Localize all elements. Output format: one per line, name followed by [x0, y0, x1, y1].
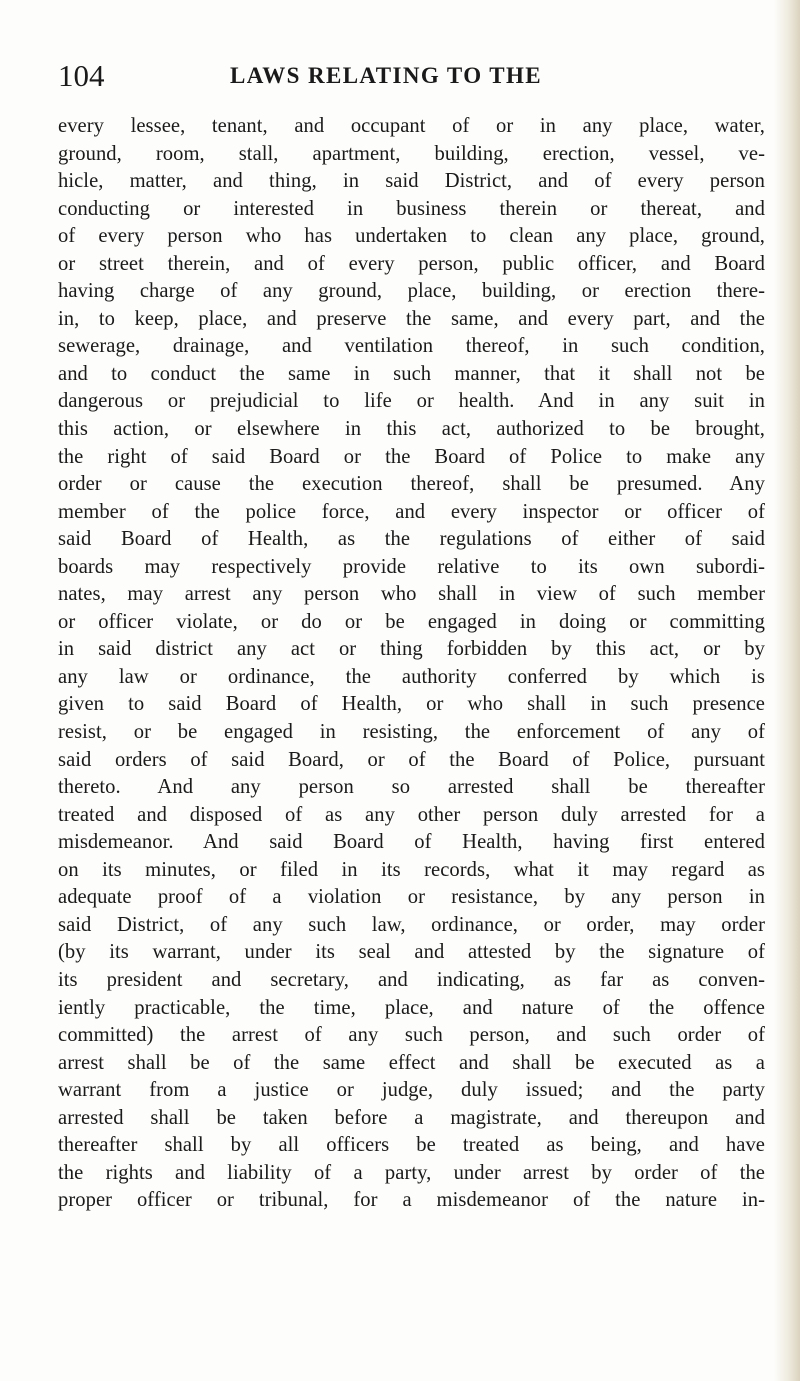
- text-line: committed) the arrest of any such person, and such order of: [58, 1024, 765, 1047]
- text-line: proper officer or tribunal, for a misdemeanor of the nature in-: [58, 1189, 765, 1212]
- text-line: on its minutes, or filed in its records, what it may regard as: [58, 858, 765, 881]
- text-line: ground, room, stall, apartment, building, erection, vessel, ve-: [58, 142, 765, 165]
- text-line: misdemeanor. And said Board of Health, having first entered: [58, 831, 765, 854]
- text-line: any law or ordinance, the authority conferred by which is: [58, 665, 765, 688]
- text-line: iently practicable, the time, place, and nature of the offence: [58, 996, 765, 1019]
- text-line: and to conduct the same in such manner, that it shall not be: [58, 362, 765, 385]
- text-line: in, to keep, place, and preserve the same, and every part, and the: [58, 307, 765, 330]
- text-line: sewerage, drainage, and ventilation thereof, in such condition,: [58, 335, 765, 358]
- text-line: given to said Board of Health, or who shall in such presence: [58, 693, 765, 716]
- text-line: hicle, matter, and thing, in said District, and of every person: [58, 170, 765, 193]
- text-line: thereafter shall by all officers be treated as being, and have: [58, 1134, 765, 1157]
- text-line: arrest shall be of the same effect and shall be executed as a: [58, 1051, 765, 1074]
- text-line: or officer violate, or do or be engaged in doing or committing: [58, 610, 765, 633]
- text-line: treated and disposed of as any other person duly arrested for a: [58, 803, 765, 826]
- text-line: said Board of Health, as the regulations of either of said: [58, 528, 765, 551]
- text-line: conducting or interested in business therein or thereat, and: [58, 197, 765, 220]
- text-line: arrested shall be taken before a magistrate, and thereupon and: [58, 1106, 765, 1129]
- text-line: resist, or be engaged in resisting, the enforcement of any of: [58, 721, 765, 744]
- body-text: [58, 113, 765, 1215]
- text-line: said District, of any such law, ordinance, or order, may order: [58, 913, 765, 936]
- text-line: this action, or elsewhere in this act, authorized to be brought,: [58, 418, 765, 441]
- text-line: (by its warrant, under its seal and attested by the signature of: [58, 941, 765, 964]
- text-line: every lessee, tenant, and occupant of or in any place, water,: [58, 115, 765, 137]
- text-line: its president and secretary, and indicating, as far as conven-: [58, 968, 765, 991]
- text-line: in said district any act or thing forbidden by this act, or by: [58, 638, 765, 661]
- text-line: nates, may arrest any person who shall in view of such member: [58, 583, 765, 606]
- page-header: [58, 56, 758, 96]
- page-number: 104: [58, 58, 105, 93]
- text-line: order or cause the execution thereof, shall be presumed. Any: [58, 473, 765, 496]
- running-head: LAWS RELATING TO THE: [230, 63, 542, 88]
- text-line: dangerous or prejudicial to life or health. And in any suit in: [58, 390, 765, 413]
- text-line: the right of said Board or the Board of Police to make any: [58, 445, 765, 468]
- text-line: thereto. And any person so arrested shall be thereafter: [58, 776, 765, 799]
- text-line: boards may respectively provide relative to its own subordi-: [58, 555, 765, 578]
- text-line: adequate proof of a violation or resistance, by any person in: [58, 886, 765, 909]
- text-line: member of the police force, and every inspector or officer of: [58, 500, 765, 523]
- text-line: said orders of said Board, or of the Board of Police, pursuant: [58, 748, 765, 771]
- text-line: having charge of any ground, place, building, or erection there-: [58, 280, 765, 303]
- text-line: of every person who has undertaken to clean any place, ground,: [58, 225, 765, 248]
- text-line: warrant from a justice or judge, duly issued; and the party: [58, 1079, 765, 1102]
- text-line: the rights and liability of a party, under arrest by order of the: [58, 1161, 765, 1184]
- text-line: or street therein, and of every person, public officer, and Board: [58, 252, 765, 275]
- page-edge-shadow: [774, 0, 800, 1381]
